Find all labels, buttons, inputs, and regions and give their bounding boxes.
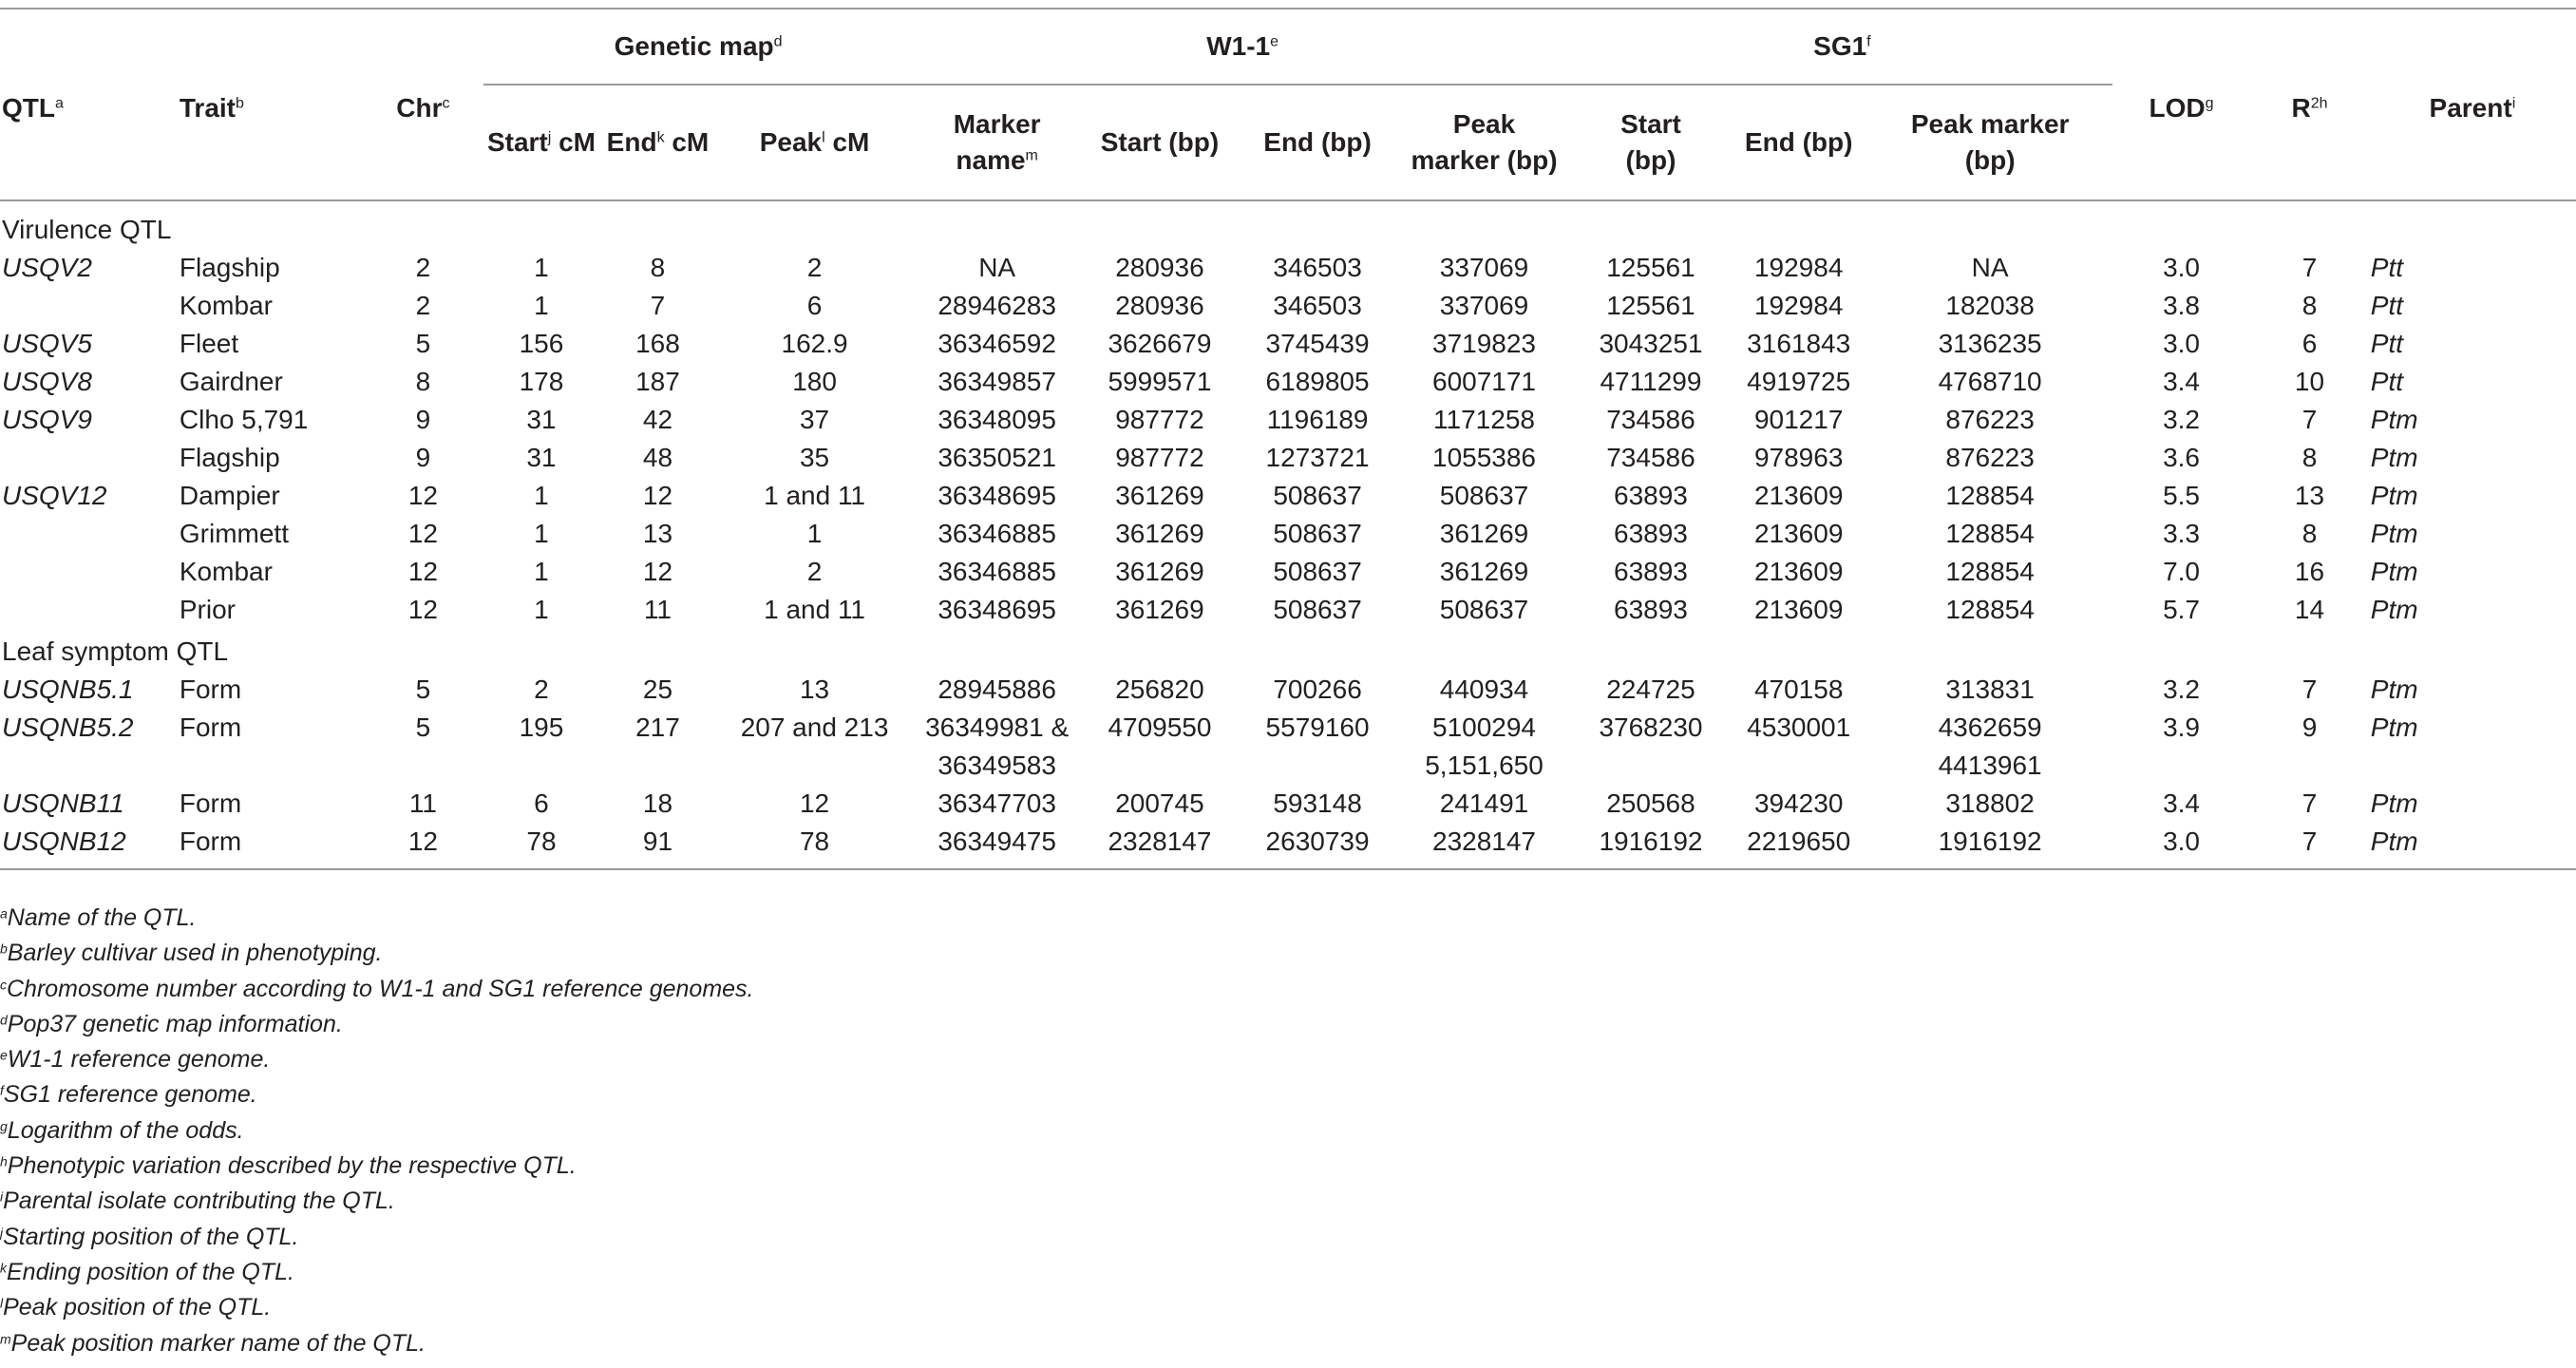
cell-qtl: USQV5	[2, 329, 92, 358]
cell-trait: Flagship	[179, 253, 280, 282]
cell-start-cm: 1	[534, 481, 549, 510]
cell-w1-peak: 1171258	[1433, 405, 1535, 434]
cell-start-cm: 1	[534, 557, 549, 586]
section-title: Leaf symptom QTL	[2, 636, 229, 666]
cell-trait: Prior	[179, 595, 236, 624]
cell-trait: Dampier	[179, 481, 280, 510]
cell-trait: Grimmett	[179, 519, 289, 548]
cell-parent: Ptt	[2370, 367, 2404, 396]
cell-sg1-start: 734586	[1606, 443, 1695, 472]
cell-w1-start: 280936	[1115, 291, 1204, 320]
w1-peak-line-1: 5100294	[1432, 712, 1537, 742]
cell-parent: Ptm	[2370, 481, 2418, 510]
cell-peak-cm: 162.9	[781, 329, 848, 358]
cell-sg1-end: 470158	[1753, 674, 1844, 704]
cell-sg1-start: 734586	[1606, 405, 1695, 434]
cell-peak-cm: 1 and 11	[764, 595, 866, 624]
cell-w1-end: 508637	[1273, 519, 1362, 548]
cell-r2: 8	[2301, 291, 2318, 320]
table-row	[0, 553, 2576, 591]
cell-sg1-peak: NA	[1971, 253, 2009, 282]
table-row	[0, 477, 2576, 515]
cell-w1-end: 593148	[1273, 788, 1362, 818]
table-row	[0, 823, 2576, 869]
cell-chr: 12	[363, 823, 483, 869]
cell-trait: Form	[178, 823, 363, 869]
cell-sg1-start: 63893	[1614, 519, 1688, 548]
col-sg1-peak: Peak marker (bp)	[1867, 85, 2112, 200]
cell-r2: 7	[2301, 674, 2318, 704]
cell-sg1-end: 978963	[1753, 443, 1844, 472]
cell-w1-start: 5999571	[1108, 367, 1212, 396]
footnote: $^b$Barley cultivar used in phenotyping.	[0, 940, 383, 967]
w1-peak-line-2: 5,151,650	[1425, 750, 1544, 780]
cell-trait: Gairdner	[179, 367, 283, 396]
cell-chr: 5	[415, 712, 431, 742]
cell-end-cm: 11	[643, 595, 672, 624]
col-lod: LOD$^g$	[2112, 9, 2250, 200]
table-row	[0, 249, 2576, 287]
cell-lod: 3.4	[2163, 788, 2201, 818]
cell-w1-end: 3745439	[1265, 329, 1370, 358]
cell-peak-cm: 1 and 11	[764, 481, 866, 510]
cell-qtl	[0, 515, 178, 553]
cell-start-cm: 1	[534, 291, 549, 320]
cell-r2: 8	[2301, 519, 2318, 548]
cell-start-cm: 6	[534, 788, 549, 818]
cell-qtl: USQNB11	[2, 788, 124, 818]
col-w1-start: Start (bp)	[1081, 85, 1239, 200]
cell-qtl	[0, 287, 178, 325]
cell-w1-peak	[1396, 709, 1572, 785]
cell-sg1-start: 3768230	[1599, 712, 1703, 742]
cell-r2: 13	[2294, 481, 2325, 510]
cell-w1-peak: 440934	[1439, 674, 1529, 704]
cell-lod: 3.0	[2163, 253, 2201, 282]
cell-peak-cm: 1	[806, 519, 823, 548]
cell-w1-peak: 361269	[1439, 557, 1529, 586]
cell-parent: Ptt	[2370, 329, 2404, 358]
cell-lod: 3.3	[2163, 519, 2201, 548]
cell-w1-end: 700266	[1273, 674, 1362, 704]
cell-marker	[913, 709, 1081, 785]
footnote: $^f$SG1 reference genome.	[0, 1081, 257, 1109]
cell-w1-peak: 337069	[1439, 253, 1529, 282]
cell-w1-start: 200745	[1115, 788, 1204, 818]
cell-lod: 3.4	[2163, 367, 2201, 396]
cell-sg1-peak: 1916192	[1867, 823, 2112, 869]
cell-chr: 2	[415, 291, 431, 320]
cell-marker: 36349475	[913, 823, 1081, 869]
cell-sg1-end: 213609	[1753, 557, 1844, 586]
cell-end-cm: 12	[642, 557, 673, 586]
cell-w1-start: 361269	[1115, 519, 1204, 548]
cell-w1-start: 280936	[1115, 253, 1204, 282]
cell-w1-peak: 6007171	[1432, 367, 1537, 396]
footnotes	[0, 901, 2565, 1361]
cell-w1-end: 508637	[1273, 481, 1362, 510]
cell-w1-end: 508637	[1273, 557, 1362, 586]
col-chr: Chr$^c$	[363, 9, 483, 200]
cell-start-cm: 178	[519, 367, 564, 396]
cell-qtl: USQNB12	[0, 823, 178, 869]
cell-marker: 36346592	[938, 329, 1056, 358]
cell-qtl: USQV12	[2, 481, 107, 510]
cell-trait: Kombar	[179, 557, 273, 586]
cell-sg1-end: 901217	[1753, 405, 1844, 434]
cell-peak-cm: 78	[716, 823, 914, 869]
cell-lod: 3.2	[2163, 405, 2201, 434]
cell-r2: 14	[2294, 595, 2325, 624]
cell-w1-end: 2630739	[1239, 823, 1396, 869]
cell-chr: 9	[415, 405, 431, 434]
cell-end-cm: 25	[642, 674, 673, 704]
cell-w1-start: 2328147	[1081, 823, 1239, 869]
cell-sg1-peak: 128854	[1945, 519, 2035, 548]
cell-sg1-end: 3161843	[1747, 329, 1851, 358]
cell-start-cm: 195	[519, 712, 564, 742]
section-title: Virulence QTL	[2, 215, 172, 244]
cell-w1-end: 1273721	[1265, 443, 1370, 472]
cell-w1-start: 987772	[1115, 443, 1204, 472]
cell-lod: 3.2	[2163, 674, 2201, 704]
cell-marker: 28945886	[938, 674, 1056, 704]
cell-peak-cm: 2	[806, 557, 823, 586]
cell-sg1-start: 63893	[1614, 481, 1688, 510]
cell-end-cm: 8	[650, 253, 666, 282]
cell-end-cm: 217	[635, 712, 680, 742]
cell-end-cm: 7	[650, 291, 666, 320]
cell-parent: Ptt	[2370, 291, 2404, 320]
cell-parent: Ptm	[2370, 519, 2418, 548]
cell-marker: 28946283	[938, 291, 1056, 320]
col-w1-peak: Peak marker (bp)	[1396, 85, 1572, 200]
cell-sg1-peak	[1867, 709, 2112, 785]
cell-sg1-end: 394230	[1753, 788, 1844, 818]
table-row	[0, 401, 2576, 439]
cell-w1-end: 346503	[1273, 291, 1362, 320]
footnote: $^d$Pop37 genetic map information.	[0, 1010, 343, 1037]
group-genetic-map: Genetic map$^d$	[483, 9, 914, 85]
cell-trait: Kombar	[179, 291, 273, 320]
cell-r2: 10	[2294, 367, 2325, 396]
cell-marker: 36348095	[938, 405, 1056, 434]
table-row	[0, 515, 2576, 553]
cell-marker: 36346885	[938, 557, 1056, 586]
cell-sg1-start: 63893	[1614, 595, 1688, 624]
cell-peak-cm: 12	[799, 788, 830, 818]
cell-lod: 3.0	[2163, 329, 2201, 358]
table-row	[0, 591, 2576, 629]
footnote: $^k$Ending position of the QTL.	[0, 1258, 294, 1285]
cell-r2: 7	[2301, 253, 2318, 282]
cell-w1-peak: 337069	[1439, 291, 1529, 320]
cell-w1-start: 361269	[1115, 557, 1204, 586]
qtl-table	[0, 8, 2576, 870]
cell-peak-cm: 13	[799, 674, 830, 704]
cell-w1-peak: 508637	[1439, 595, 1529, 624]
cell-trait: Form	[179, 788, 242, 818]
cell-trait: Form	[179, 712, 242, 742]
table-row	[0, 709, 2576, 785]
cell-marker: 36348695	[938, 595, 1056, 624]
cell-end-cm: 18	[642, 788, 673, 818]
cell-parent: Ptm	[2370, 557, 2418, 586]
cell-w1-end: 508637	[1273, 595, 1362, 624]
sg1-peak-line-1: 4362659	[1938, 712, 2042, 742]
table-row	[0, 363, 2576, 401]
cell-sg1-peak: 876223	[1945, 405, 2035, 434]
cell-lod: 5.7	[2163, 595, 2201, 624]
cell-w1-peak: 1055386	[1432, 443, 1537, 472]
cell-r2: 6	[2301, 329, 2318, 358]
cell-parent: Ptm	[2370, 788, 2418, 818]
cell-sg1-start: 125561	[1606, 253, 1695, 282]
cell-sg1-peak: 876223	[1945, 443, 2035, 472]
cell-start-cm: 78	[483, 823, 600, 869]
col-peak-cm: Peak$^l$ cM	[716, 85, 914, 200]
cell-sg1-start: 250568	[1606, 788, 1695, 818]
footnote: $^l$Peak position of the QTL.	[0, 1294, 272, 1321]
cell-peak-cm: 35	[799, 443, 830, 472]
cell-peak-cm: 37	[799, 405, 830, 434]
cell-r2: 7	[2301, 405, 2318, 434]
cell-w1-peak: 3719823	[1432, 329, 1537, 358]
cell-parent: Ptm	[2369, 823, 2576, 869]
col-w1-end: End (bp)	[1239, 85, 1396, 200]
cell-w1-start: 256820	[1115, 674, 1204, 704]
cell-end-cm: 187	[635, 367, 680, 396]
table-row	[0, 671, 2576, 709]
cell-start-cm: 1	[534, 253, 549, 282]
cell-chr: 11	[408, 788, 437, 818]
footnote: $^e$W1-1 reference genome.	[0, 1046, 271, 1074]
footnote: $^m$Peak position marker name of the QTL.	[0, 1329, 426, 1357]
cell-lod: 3.8	[2163, 291, 2201, 320]
cell-w1-end: 1196189	[1266, 405, 1369, 434]
cell-chr: 8	[415, 367, 431, 396]
cell-end-cm: 12	[642, 481, 673, 510]
col-marker-name: Marker name$^m$	[913, 85, 1081, 200]
cell-start-cm: 156	[519, 329, 564, 358]
col-start-cm: Start$^j$ cM	[483, 85, 600, 200]
marker-line-2: 36349583	[938, 750, 1056, 780]
cell-end-cm: 13	[642, 519, 673, 548]
cell-peak-cm: 6	[806, 291, 823, 320]
cell-start-cm: 31	[526, 405, 557, 434]
cell-w1-end: 6189805	[1265, 367, 1370, 396]
qtl-table-container	[0, 8, 2576, 870]
cell-sg1-start: 224725	[1606, 674, 1695, 704]
cell-qtl: USQV9	[2, 405, 92, 434]
marker-line-1: 36349981 &	[925, 712, 1070, 742]
col-parent: Parent$^i$	[2369, 9, 2576, 200]
cell-sg1-peak: 313831	[1945, 674, 2035, 704]
cell-parent: Ptt	[2370, 253, 2404, 282]
sg1-peak-line-2: 4413961	[1938, 750, 2042, 780]
cell-trait: Flagship	[179, 443, 280, 472]
cell-qtl: USQNB5.1	[2, 674, 134, 704]
cell-sg1-peak: 4768710	[1938, 367, 2042, 396]
cell-sg1-end: 4919725	[1747, 367, 1851, 396]
cell-sg1-end: 213609	[1753, 519, 1844, 548]
cell-marker: NA	[978, 253, 1016, 282]
col-sg1-start: Start (bp)	[1572, 85, 1730, 200]
cell-sg1-end: 4530001	[1747, 712, 1851, 742]
cell-end-cm: 42	[642, 405, 673, 434]
footnote: $^g$Logarithm of the odds.	[0, 1116, 244, 1144]
cell-sg1-peak: 128854	[1945, 481, 2035, 510]
cell-sg1-start: 4711299	[1600, 367, 1702, 396]
cell-qtl	[0, 591, 178, 629]
cell-lod: 3.0	[2112, 823, 2250, 869]
table-row	[0, 439, 2576, 477]
cell-r2: 16	[2294, 557, 2325, 586]
cell-start-cm: 1	[534, 519, 549, 548]
cell-lod: 5.5	[2163, 481, 2201, 510]
cell-lod: 3.6	[2163, 443, 2201, 472]
cell-marker: 36347703	[938, 788, 1056, 818]
cell-trait: Clho 5,791	[179, 405, 309, 434]
cell-sg1-peak: 182038	[1945, 291, 2035, 320]
cell-marker: 36349857	[938, 367, 1056, 396]
cell-w1-end: 5579160	[1265, 712, 1370, 742]
cell-sg1-end: 192984	[1753, 253, 1844, 282]
cell-sg1-end: 213609	[1753, 481, 1844, 510]
cell-r2: 7	[2301, 788, 2318, 818]
cell-marker: 36346885	[938, 519, 1056, 548]
cell-chr: 12	[407, 595, 438, 624]
cell-w1-peak: 361269	[1439, 519, 1529, 548]
table-row	[0, 325, 2576, 363]
cell-sg1-peak: 3136235	[1938, 329, 2042, 358]
cell-sg1-end: 2219650	[1730, 823, 1867, 869]
cell-qtl	[0, 553, 178, 591]
cell-parent: Ptm	[2370, 712, 2418, 742]
col-trait: Trait$^b$	[178, 9, 363, 200]
cell-parent: Ptm	[2370, 443, 2418, 472]
cell-sg1-start: 125561	[1606, 291, 1695, 320]
cell-peak-cm: 207 and 213	[740, 712, 889, 742]
cell-w1-peak: 241491	[1439, 788, 1529, 818]
cell-chr: 2	[415, 253, 431, 282]
footnote: $^h$Phenotypic variation described by the respective QTL.	[0, 1152, 577, 1180]
cell-parent: Ptm	[2370, 405, 2418, 434]
cell-chr: 9	[415, 443, 431, 472]
cell-end-cm: 168	[635, 329, 680, 358]
group-w1: W1-1e	[913, 9, 1572, 85]
header-group-row	[0, 9, 2576, 85]
cell-start-cm: 2	[534, 674, 549, 704]
section-header-leaf-symptom	[0, 629, 2576, 671]
col-end-cm: End$^k$ cM	[599, 85, 716, 200]
footnote: $^c$Chromosome number according to W1-1 and SG1 reference genomes.	[0, 975, 754, 1002]
cell-lod: 7.0	[2163, 557, 2201, 586]
cell-r2: 8	[2301, 443, 2318, 472]
col-qtl: QTL$^a$	[0, 9, 178, 200]
cell-parent: Ptm	[2370, 674, 2418, 704]
cell-peak-cm: 180	[792, 367, 837, 396]
cell-w1-end: 346503	[1273, 253, 1362, 282]
cell-sg1-peak: 318802	[1945, 788, 2035, 818]
cell-start-cm: 1	[534, 595, 549, 624]
cell-sg1-end: 213609	[1753, 595, 1844, 624]
cell-chr: 5	[415, 674, 431, 704]
cell-r2: 7	[2250, 823, 2369, 869]
table-row	[0, 785, 2576, 823]
cell-w1-peak: 2328147	[1396, 823, 1572, 869]
cell-sg1-start: 1916192	[1572, 823, 1730, 869]
cell-qtl: USQV8	[2, 367, 92, 396]
col-r2: $R^{2h}$	[2250, 9, 2369, 200]
cell-qtl: USQV2	[2, 253, 92, 282]
cell-lod: 3.9	[2163, 712, 2201, 742]
cell-parent: Ptm	[2370, 595, 2418, 624]
cell-chr: 12	[407, 481, 438, 510]
cell-sg1-end: 192984	[1753, 291, 1844, 320]
cell-w1-start: 987772	[1115, 405, 1204, 434]
cell-qtl	[0, 439, 178, 477]
section-header-virulence	[0, 200, 2576, 249]
cell-chr: 12	[407, 557, 438, 586]
cell-w1-start: 361269	[1115, 595, 1204, 624]
cell-sg1-start: 3043251	[1599, 329, 1703, 358]
cell-peak-cm: 2	[806, 253, 823, 282]
cell-end-cm: 91	[599, 823, 716, 869]
cell-sg1-peak: 128854	[1945, 557, 2035, 586]
cell-qtl: USQNB5.2	[2, 712, 134, 742]
cell-w1-start: 3626679	[1108, 329, 1212, 358]
cell-marker: 36350521	[938, 443, 1056, 472]
cell-start-cm: 31	[526, 443, 557, 472]
col-sg1-end: End (bp)	[1730, 85, 1867, 200]
cell-chr: 12	[407, 519, 438, 548]
table-row	[0, 287, 2576, 325]
cell-sg1-start: 63893	[1614, 557, 1688, 586]
footnote: $^a$Name of the QTL.	[0, 904, 197, 931]
cell-trait: Fleet	[179, 329, 239, 358]
cell-chr: 5	[415, 329, 431, 358]
cell-w1-peak: 508637	[1439, 481, 1529, 510]
cell-trait: Form	[179, 674, 242, 704]
cell-end-cm: 48	[642, 443, 673, 472]
cell-sg1-peak: 128854	[1945, 595, 2035, 624]
cell-r2: 9	[2301, 712, 2318, 742]
footnote: $^j$Starting position of the QTL.	[0, 1223, 299, 1250]
cell-marker: 36348695	[938, 481, 1056, 510]
group-sg1: SG1$^f$	[1572, 9, 2112, 85]
cell-w1-start: 361269	[1115, 481, 1204, 510]
footnote: $^i$Parental isolate contributing the QTL.	[0, 1188, 395, 1215]
cell-w1-start: 4709550	[1108, 712, 1212, 742]
